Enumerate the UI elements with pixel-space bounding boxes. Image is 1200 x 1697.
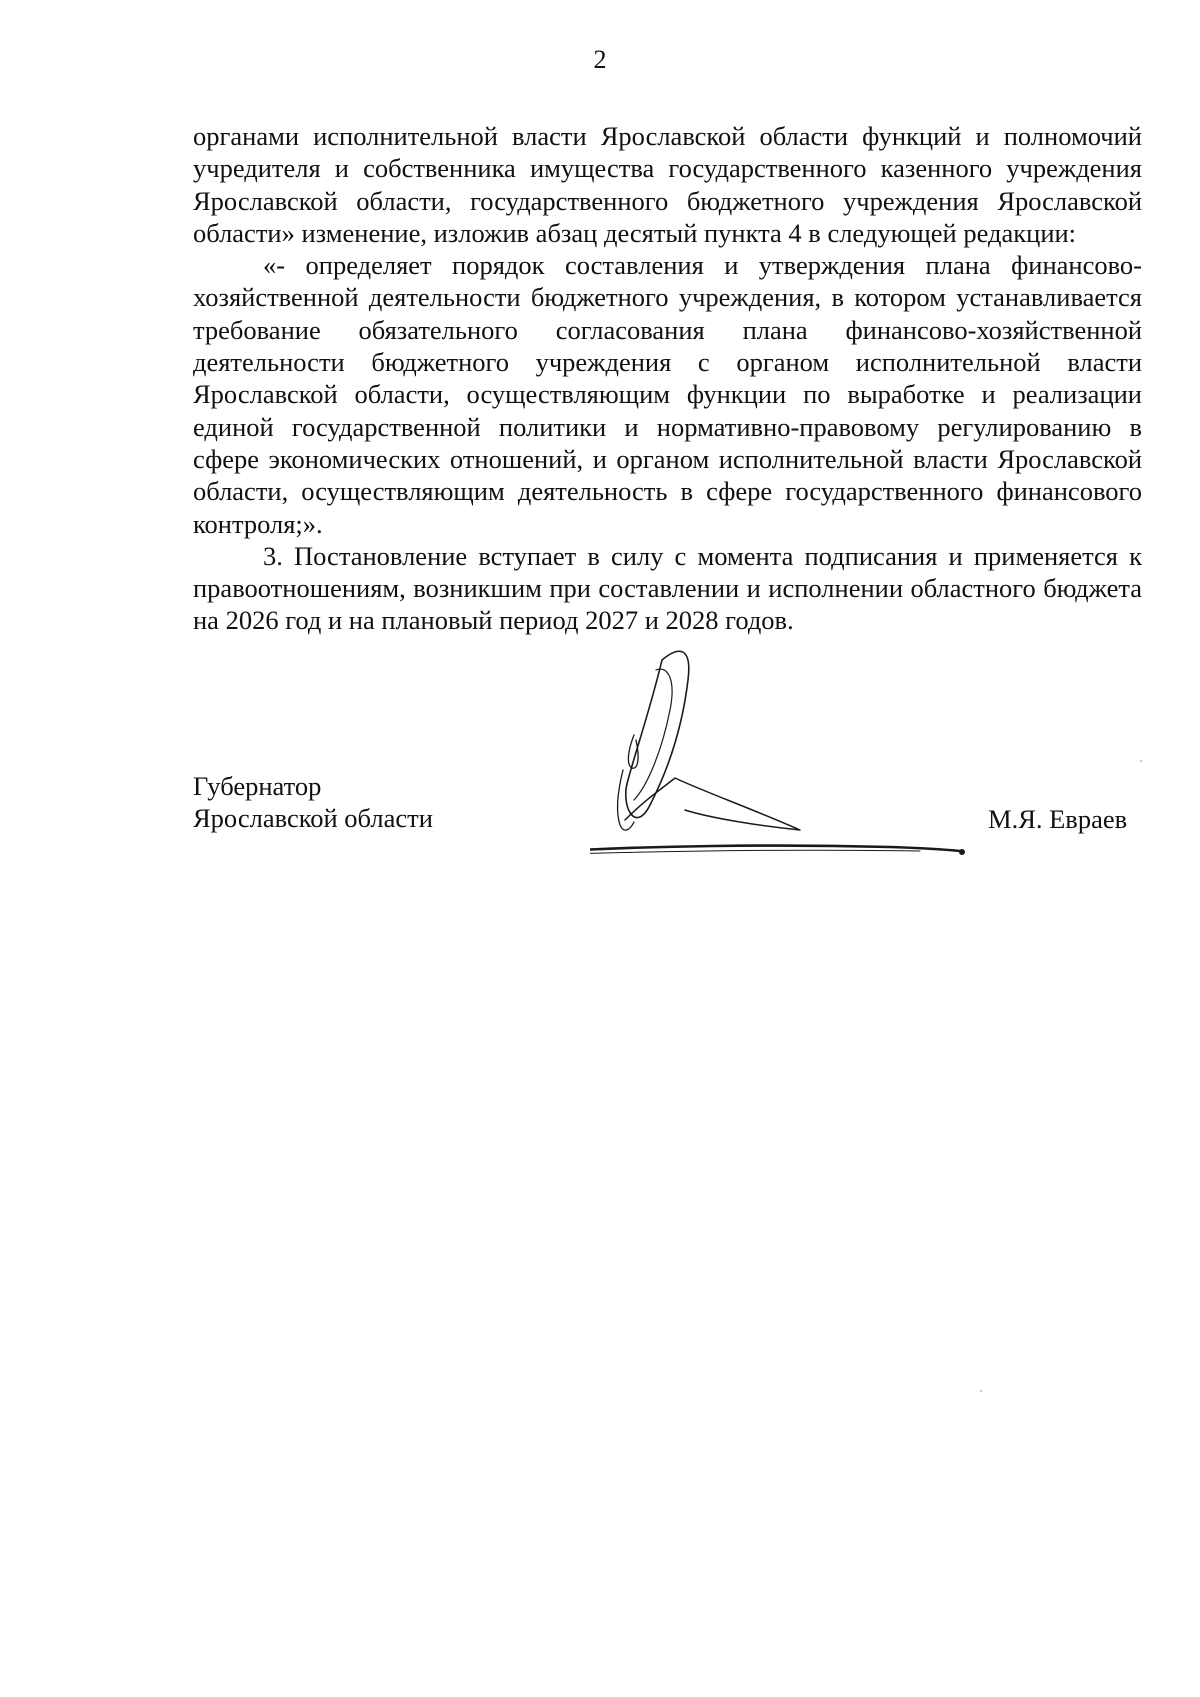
signature-end-dot <box>959 849 965 855</box>
signature-hook-stroke <box>628 735 638 768</box>
signature-loop-stroke <box>626 651 689 817</box>
signatory-title-line-1: Губернатор <box>193 771 322 801</box>
signature-inner-stroke <box>634 669 672 800</box>
paragraph-quoted-amendment: «- определяет порядок составления и утверждения плана финансово-хозяйственной деятельности бюджетного учреждения, в котором устанавливается требование обязательного согласования плана финансово-хозяйственной деятельности бюджетного учреждения с органом исполнительной власти Ярославской области, осуществляющим функции по выработке и реализации единой государственной политики и нормативно-правовому регулированию в сфере экономических отношений, и органом исполнительной власти Ярославской области, осуществляющим деятельность в сфере государственного финансового контроля;». <box>193 250 1142 539</box>
signatory-title-line-2: Ярославской области <box>193 803 433 834</box>
paragraph-item-3: 3. Постановление вступает в силу с момента подписания и применяется к правоотношениям, возникшим при составлении и исполнении областного бюджета на 2026 год и на плановый период 2027 и 2028 годов. <box>193 540 1142 636</box>
signature-underline-thin <box>590 850 920 854</box>
signature-wedge-stroke <box>625 778 800 830</box>
document-body <box>193 120 1142 637</box>
signature-left-curve <box>617 770 634 830</box>
scan-speck <box>980 1390 982 1392</box>
paragraph-continuation: органами исполнительной власти Ярославской области функций и полномочий учредителя и собственника имущества государственного казенного учреждения Ярославской области, государственного бюджетного учреждения Ярославской области» изменение, изложив абзац десятый пункта 4 в следующей редакции: <box>193 121 1142 248</box>
signature-underline <box>590 846 960 851</box>
signatory-name: М.Я. Евраев <box>988 804 1128 834</box>
scan-speck <box>1140 760 1142 762</box>
signatory-title <box>193 770 433 835</box>
handwritten-signature <box>590 640 1010 890</box>
page-number: 2 <box>593 45 607 74</box>
